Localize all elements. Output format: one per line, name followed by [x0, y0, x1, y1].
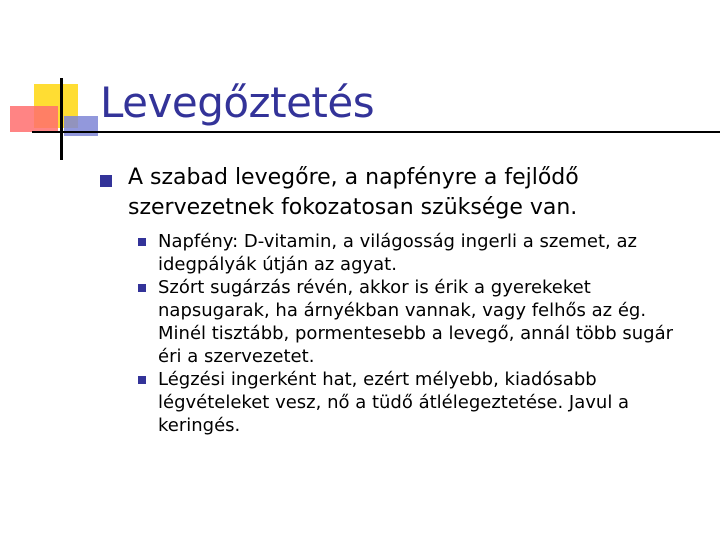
slide-title: Levegőztetés	[100, 78, 375, 127]
sub-bullet-text: Szórt sugárzás révén, akkor is érik a gyerekeket napsugarak, ha árnyékban vannak, vagy felhős az ég. Minél tisztább, pormentesebb a levegő, annál több sugár éri a szervezetet.	[158, 277, 674, 367]
list-item	[138, 276, 698, 368]
decor-vertical-line	[60, 78, 63, 160]
list-item	[138, 230, 698, 276]
decor-blue-rect	[64, 116, 98, 136]
title-underline	[32, 131, 720, 133]
decor-red-rect	[10, 106, 58, 132]
main-bullet-text: A szabad levegőre, a napfényre a fejlődő szervezetnek fokozatosan szüksége van.	[128, 165, 579, 220]
bullet-square-icon	[100, 175, 112, 187]
sub-bullet-list	[138, 230, 698, 437]
list-item	[138, 368, 698, 437]
sub-bullet-text: Légzési ingerként hat, ezért mélyebb, kiadósabb légvételeket vesz, nő a tüdő átlélegeztetése. Javul a keringés.	[158, 369, 630, 436]
bullet-square-icon	[138, 284, 146, 292]
sub-bullet-text: Napfény: D-vitamin, a világosság ingerli a szemet, az idegpályák útján az agyat.	[158, 231, 637, 275]
bullet-square-icon	[138, 376, 146, 384]
bullet-square-icon	[138, 238, 146, 246]
